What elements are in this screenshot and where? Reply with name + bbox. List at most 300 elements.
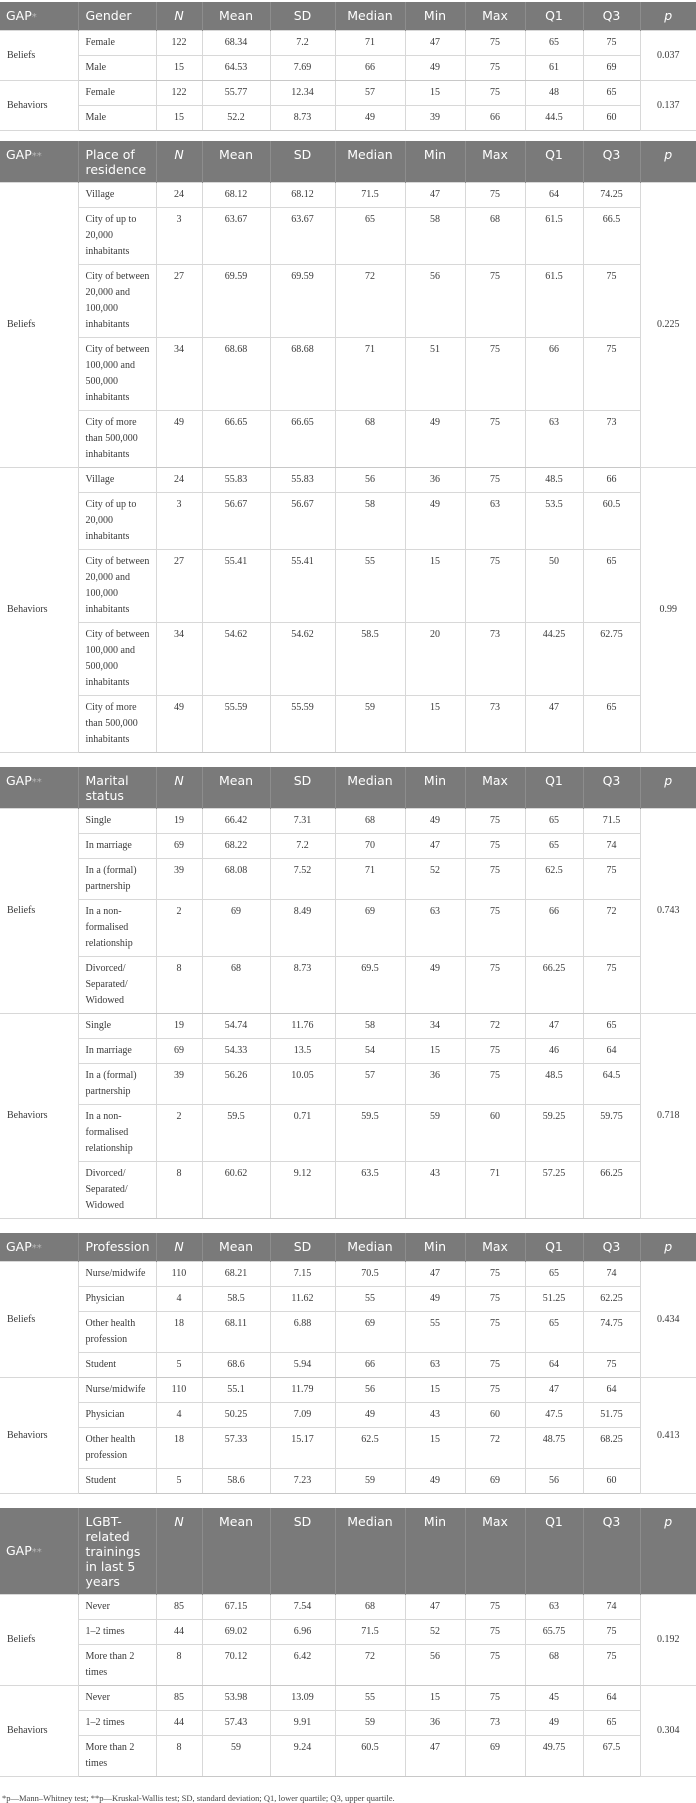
cell-q3: 75 (583, 31, 640, 56)
cell-median: 68 (335, 1595, 405, 1620)
column-header-max: Max (465, 767, 525, 809)
p-value: 0.137 (640, 81, 696, 131)
cell-max: 72 (465, 1428, 525, 1469)
test-marker: ** (31, 1547, 42, 1558)
cell-n: 5 (156, 1469, 202, 1494)
cell-q1: 65 (525, 1312, 583, 1353)
cell-q1: 56 (525, 1469, 583, 1494)
row-label: In marriage (78, 1039, 156, 1064)
table-lgbt-related-trainings-in-last-5-years (0, 1508, 696, 1777)
cell-q1: 61.5 (525, 265, 583, 338)
cell-max: 75 (465, 31, 525, 56)
table-row (0, 1312, 696, 1353)
cell-max: 75 (465, 1378, 525, 1403)
cell-max: 75 (465, 957, 525, 1014)
row-label: Physician (78, 1403, 156, 1428)
cell-q1: 48.5 (525, 1064, 583, 1105)
cell-mean: 70.12 (202, 1645, 270, 1686)
table-row (0, 957, 696, 1014)
table-row (0, 696, 696, 753)
cell-max: 75 (465, 1620, 525, 1645)
cell-max: 75 (465, 1287, 525, 1312)
cell-q3: 74.75 (583, 1312, 640, 1353)
cell-min: 47 (405, 183, 465, 208)
category-header: LGBT-related trainings in last 5 years (78, 1508, 156, 1595)
cell-sd: 7.31 (270, 809, 335, 834)
cell-max: 75 (465, 859, 525, 900)
cell-n: 85 (156, 1686, 202, 1711)
cell-mean: 58.6 (202, 1469, 270, 1494)
cell-q1: 61 (525, 56, 583, 81)
row-label: Male (78, 106, 156, 131)
cell-q1: 47 (525, 696, 583, 753)
cell-min: 47 (405, 1262, 465, 1287)
column-header-q1: Q1 (525, 141, 583, 183)
cell-min: 15 (405, 550, 465, 623)
cell-sd: 12.34 (270, 81, 335, 106)
cell-n: 5 (156, 1353, 202, 1378)
row-label: Nurse/midwife (78, 1262, 156, 1287)
column-header-n: N (156, 2, 202, 31)
cell-n: 34 (156, 338, 202, 411)
cell-n: 27 (156, 550, 202, 623)
table-row (0, 1378, 696, 1403)
cell-n: 24 (156, 183, 202, 208)
cell-q1: 65 (525, 834, 583, 859)
p-value: 0.718 (640, 1014, 696, 1219)
cell-q3: 75 (583, 1645, 640, 1686)
cell-sd: 7.54 (270, 1595, 335, 1620)
cell-q3: 74 (583, 1595, 640, 1620)
cell-median: 55 (335, 550, 405, 623)
cell-median: 60.5 (335, 1736, 405, 1777)
row-label: 1–2 times (78, 1711, 156, 1736)
cell-n: 34 (156, 623, 202, 696)
cell-min: 52 (405, 859, 465, 900)
cell-median: 70 (335, 834, 405, 859)
table-row (0, 809, 696, 834)
cell-q1: 68 (525, 1645, 583, 1686)
cell-median: 66 (335, 56, 405, 81)
cell-n: 44 (156, 1620, 202, 1645)
cell-q3: 62.25 (583, 1287, 640, 1312)
row-label: Never (78, 1686, 156, 1711)
table-row (0, 265, 696, 338)
cell-mean: 68.11 (202, 1312, 270, 1353)
cell-max: 73 (465, 1711, 525, 1736)
cell-q1: 47.5 (525, 1403, 583, 1428)
header-row (0, 1508, 696, 1595)
cell-q3: 71.5 (583, 809, 640, 834)
cell-q1: 64 (525, 183, 583, 208)
cell-mean: 68.08 (202, 859, 270, 900)
cell-q3: 60 (583, 1469, 640, 1494)
cell-n: 27 (156, 265, 202, 338)
cell-median: 58 (335, 493, 405, 550)
cell-min: 49 (405, 809, 465, 834)
cell-n: 2 (156, 900, 202, 957)
group-label: Behaviors (0, 468, 78, 753)
cell-median: 68 (335, 411, 405, 468)
cell-max: 72 (465, 1014, 525, 1039)
cell-median: 57 (335, 81, 405, 106)
cell-mean: 69 (202, 900, 270, 957)
cell-q3: 65 (583, 81, 640, 106)
cell-q1: 44.5 (525, 106, 583, 131)
cell-sd: 8.73 (270, 106, 335, 131)
cell-max: 75 (465, 550, 525, 623)
cell-sd: 55.41 (270, 550, 335, 623)
category-header: Gender (78, 2, 156, 31)
cell-mean: 56.67 (202, 493, 270, 550)
cell-max: 75 (465, 56, 525, 81)
table-row (0, 208, 696, 265)
p-value: 0.434 (640, 1262, 696, 1378)
cell-min: 36 (405, 468, 465, 493)
header-row (0, 2, 696, 31)
cell-sd: 7.15 (270, 1262, 335, 1287)
cell-min: 59 (405, 1105, 465, 1162)
test-marker: * (31, 12, 37, 23)
header-row (0, 767, 696, 809)
cell-n: 19 (156, 809, 202, 834)
cell-sd: 11.76 (270, 1014, 335, 1039)
p-value: 0.225 (640, 183, 696, 468)
column-header-min: Min (405, 767, 465, 809)
cell-median: 55 (335, 1287, 405, 1312)
group-label: Behaviors (0, 1378, 78, 1494)
cell-mean: 52.2 (202, 106, 270, 131)
table-row (0, 1645, 696, 1686)
cell-n: 8 (156, 1162, 202, 1219)
column-header-sd: SD (270, 1508, 335, 1595)
cell-sd: 7.09 (270, 1403, 335, 1428)
cell-max: 75 (465, 1312, 525, 1353)
cell-min: 47 (405, 834, 465, 859)
cell-median: 65 (335, 208, 405, 265)
cell-median: 59.5 (335, 1105, 405, 1162)
cell-max: 75 (465, 1262, 525, 1287)
cell-n: 39 (156, 859, 202, 900)
cell-median: 68 (335, 809, 405, 834)
cell-q3: 60 (583, 106, 640, 131)
cell-median: 56 (335, 1378, 405, 1403)
table-row (0, 1469, 696, 1494)
cell-min: 55 (405, 1312, 465, 1353)
cell-median: 49 (335, 1403, 405, 1428)
cell-q1: 48.75 (525, 1428, 583, 1469)
table-row (0, 1064, 696, 1105)
row-label: Physician (78, 1287, 156, 1312)
cell-max: 75 (465, 1353, 525, 1378)
cell-mean: 55.59 (202, 696, 270, 753)
cell-max: 75 (465, 1039, 525, 1064)
cell-q3: 74 (583, 834, 640, 859)
cell-q1: 47 (525, 1378, 583, 1403)
cell-q1: 49 (525, 1711, 583, 1736)
cell-sd: 10.05 (270, 1064, 335, 1105)
column-header-p: p (640, 141, 696, 183)
cell-sd: 55.59 (270, 696, 335, 753)
row-label: Other health profession (78, 1312, 156, 1353)
cell-sd: 56.67 (270, 493, 335, 550)
cell-min: 39 (405, 106, 465, 131)
cell-n: 15 (156, 106, 202, 131)
column-header-p: p (640, 1508, 696, 1595)
cell-min: 20 (405, 623, 465, 696)
cell-max: 73 (465, 623, 525, 696)
cell-sd: 8.73 (270, 957, 335, 1014)
cell-min: 47 (405, 1736, 465, 1777)
cell-max: 75 (465, 265, 525, 338)
cell-min: 49 (405, 411, 465, 468)
gap-header (0, 1508, 78, 1595)
cell-q3: 64.5 (583, 1064, 640, 1105)
cell-min: 36 (405, 1064, 465, 1105)
column-header-mean: Mean (202, 1508, 270, 1595)
cell-mean: 50.25 (202, 1403, 270, 1428)
cell-sd: 13.5 (270, 1039, 335, 1064)
cell-max: 69 (465, 1469, 525, 1494)
cell-q1: 63 (525, 411, 583, 468)
group-label: Behaviors (0, 81, 78, 131)
cell-sd: 7.23 (270, 1469, 335, 1494)
cell-max: 73 (465, 696, 525, 753)
row-label: In a non-formalised relationship (78, 900, 156, 957)
cell-min: 15 (405, 81, 465, 106)
cell-q3: 67.5 (583, 1736, 640, 1777)
column-header-q3: Q3 (583, 1508, 640, 1595)
cell-n: 15 (156, 56, 202, 81)
cell-q1: 49.75 (525, 1736, 583, 1777)
row-label: Single (78, 1014, 156, 1039)
gap-label: GAP (6, 147, 32, 162)
cell-min: 15 (405, 1378, 465, 1403)
cell-median: 66 (335, 1353, 405, 1378)
row-label: Student (78, 1353, 156, 1378)
cell-max: 68 (465, 208, 525, 265)
cell-sd: 68.12 (270, 183, 335, 208)
cell-q1: 53.5 (525, 493, 583, 550)
table-row (0, 1262, 696, 1287)
table-place-of-residence (0, 141, 696, 753)
cell-n: 24 (156, 468, 202, 493)
cell-n: 122 (156, 81, 202, 106)
table-row (0, 468, 696, 493)
cell-q3: 75 (583, 859, 640, 900)
table-row (0, 1039, 696, 1064)
header-row (0, 1233, 696, 1262)
cell-mean: 56.26 (202, 1064, 270, 1105)
cell-sd: 7.69 (270, 56, 335, 81)
cell-mean: 68.6 (202, 1353, 270, 1378)
cell-max: 75 (465, 834, 525, 859)
column-header-mean: Mean (202, 1233, 270, 1262)
cell-n: 110 (156, 1378, 202, 1403)
row-label: City of up to 20,000 inhabitants (78, 493, 156, 550)
cell-mean: 67.15 (202, 1595, 270, 1620)
cell-min: 63 (405, 900, 465, 957)
cell-sd: 68.68 (270, 338, 335, 411)
p-value: 0.192 (640, 1595, 696, 1686)
cell-mean: 59.5 (202, 1105, 270, 1162)
cell-n: 3 (156, 208, 202, 265)
column-header-n: N (156, 141, 202, 183)
table-row (0, 623, 696, 696)
cell-q3: 73 (583, 411, 640, 468)
cell-median: 72 (335, 1645, 405, 1686)
row-label: Village (78, 468, 156, 493)
cell-q3: 65 (583, 550, 640, 623)
column-header-p: p (640, 2, 696, 31)
cell-n: 2 (156, 1105, 202, 1162)
cell-max: 75 (465, 900, 525, 957)
cell-q1: 44.25 (525, 623, 583, 696)
cell-n: 4 (156, 1287, 202, 1312)
gap-label: GAP (6, 773, 32, 788)
cell-q3: 68.25 (583, 1428, 640, 1469)
cell-q1: 57.25 (525, 1162, 583, 1219)
group-label: Beliefs (0, 1262, 78, 1378)
group-label: Behaviors (0, 1686, 78, 1777)
cell-q1: 46 (525, 1039, 583, 1064)
column-header-n: N (156, 1508, 202, 1595)
cell-min: 56 (405, 265, 465, 338)
cell-sd: 8.49 (270, 900, 335, 957)
table-row (0, 859, 696, 900)
cell-n: 69 (156, 1039, 202, 1064)
table-row (0, 1403, 696, 1428)
cell-min: 63 (405, 1353, 465, 1378)
row-label: City of between 100,000 and 500,000 inhabitants (78, 338, 156, 411)
cell-n: 85 (156, 1595, 202, 1620)
cell-median: 54 (335, 1039, 405, 1064)
column-header-p: p (640, 1233, 696, 1262)
cell-q3: 66 (583, 468, 640, 493)
column-header-max: Max (465, 141, 525, 183)
cell-max: 75 (465, 1645, 525, 1686)
cell-q1: 48.5 (525, 468, 583, 493)
cell-max: 75 (465, 183, 525, 208)
cell-q3: 65 (583, 1014, 640, 1039)
column-header-q1: Q1 (525, 1508, 583, 1595)
cell-min: 56 (405, 1645, 465, 1686)
row-label: Nurse/midwife (78, 1378, 156, 1403)
cell-mean: 68.12 (202, 183, 270, 208)
group-label: Beliefs (0, 183, 78, 468)
table-row (0, 550, 696, 623)
gap-label: GAP (6, 8, 32, 23)
table-marital-status (0, 767, 696, 1219)
cell-min: 47 (405, 31, 465, 56)
cell-median: 58 (335, 1014, 405, 1039)
group-label: Behaviors (0, 1014, 78, 1219)
cell-max: 60 (465, 1105, 525, 1162)
cell-sd: 6.96 (270, 1620, 335, 1645)
cell-mean: 69.59 (202, 265, 270, 338)
cell-min: 49 (405, 56, 465, 81)
cell-q1: 47 (525, 1014, 583, 1039)
table-row (0, 1620, 696, 1645)
cell-median: 59 (335, 1469, 405, 1494)
column-header-min: Min (405, 141, 465, 183)
cell-median: 59 (335, 1711, 405, 1736)
cell-sd: 66.65 (270, 411, 335, 468)
cell-mean: 69.02 (202, 1620, 270, 1645)
test-marker: ** (31, 151, 42, 162)
cell-min: 51 (405, 338, 465, 411)
column-header-q3: Q3 (583, 767, 640, 809)
cell-sd: 7.52 (270, 859, 335, 900)
column-header-sd: SD (270, 2, 335, 31)
cell-mean: 68.34 (202, 31, 270, 56)
column-header-q1: Q1 (525, 2, 583, 31)
cell-q3: 75 (583, 957, 640, 1014)
cell-median: 55 (335, 1686, 405, 1711)
table-row (0, 1162, 696, 1219)
cell-q1: 45 (525, 1686, 583, 1711)
cell-median: 57 (335, 1064, 405, 1105)
table-row (0, 1014, 696, 1039)
cell-sd: 7.2 (270, 834, 335, 859)
group-label: Beliefs (0, 809, 78, 1014)
table-row (0, 1287, 696, 1312)
table-row (0, 338, 696, 411)
cell-min: 49 (405, 1469, 465, 1494)
table-row (0, 834, 696, 859)
column-header-q3: Q3 (583, 141, 640, 183)
cell-q1: 66 (525, 338, 583, 411)
cell-sd: 54.62 (270, 623, 335, 696)
cell-median: 71 (335, 31, 405, 56)
column-header-median: Median (335, 1233, 405, 1262)
cell-max: 75 (465, 411, 525, 468)
cell-sd: 6.42 (270, 1645, 335, 1686)
row-label: More than 2 times (78, 1645, 156, 1686)
row-label: City of between 20,000 and 100,000 inhabitants (78, 550, 156, 623)
cell-n: 49 (156, 411, 202, 468)
cell-min: 49 (405, 493, 465, 550)
cell-mean: 54.33 (202, 1039, 270, 1064)
cell-max: 60 (465, 1403, 525, 1428)
cell-max: 69 (465, 1736, 525, 1777)
column-header-max: Max (465, 1508, 525, 1595)
cell-min: 15 (405, 1039, 465, 1064)
cell-q1: 66 (525, 900, 583, 957)
gap-header (0, 1233, 78, 1262)
cell-mean: 58.5 (202, 1287, 270, 1312)
table-footnote: *p—Mann–Whitney test; **p—Kruskal-Wallis test; SD, standard deviation; Q1, lower quartile; Q3, upper quartile. (2, 1793, 395, 1803)
cell-q1: 64 (525, 1353, 583, 1378)
cell-q3: 51.75 (583, 1403, 640, 1428)
cell-q1: 63 (525, 1595, 583, 1620)
cell-q3: 74 (583, 1262, 640, 1287)
p-value: 0.99 (640, 468, 696, 753)
table-row (0, 183, 696, 208)
cell-q1: 65.75 (525, 1620, 583, 1645)
cell-sd: 9.91 (270, 1711, 335, 1736)
cell-n: 19 (156, 1014, 202, 1039)
cell-mean: 54.74 (202, 1014, 270, 1039)
gap-label: GAP (6, 1239, 32, 1254)
cell-median: 71.5 (335, 183, 405, 208)
column-header-n: N (156, 767, 202, 809)
row-label: City of more than 500,000 inhabitants (78, 696, 156, 753)
row-label: Divorced/ Separated/ Widowed (78, 1162, 156, 1219)
cell-mean: 63.67 (202, 208, 270, 265)
cell-max: 75 (465, 809, 525, 834)
cell-sd: 9.24 (270, 1736, 335, 1777)
